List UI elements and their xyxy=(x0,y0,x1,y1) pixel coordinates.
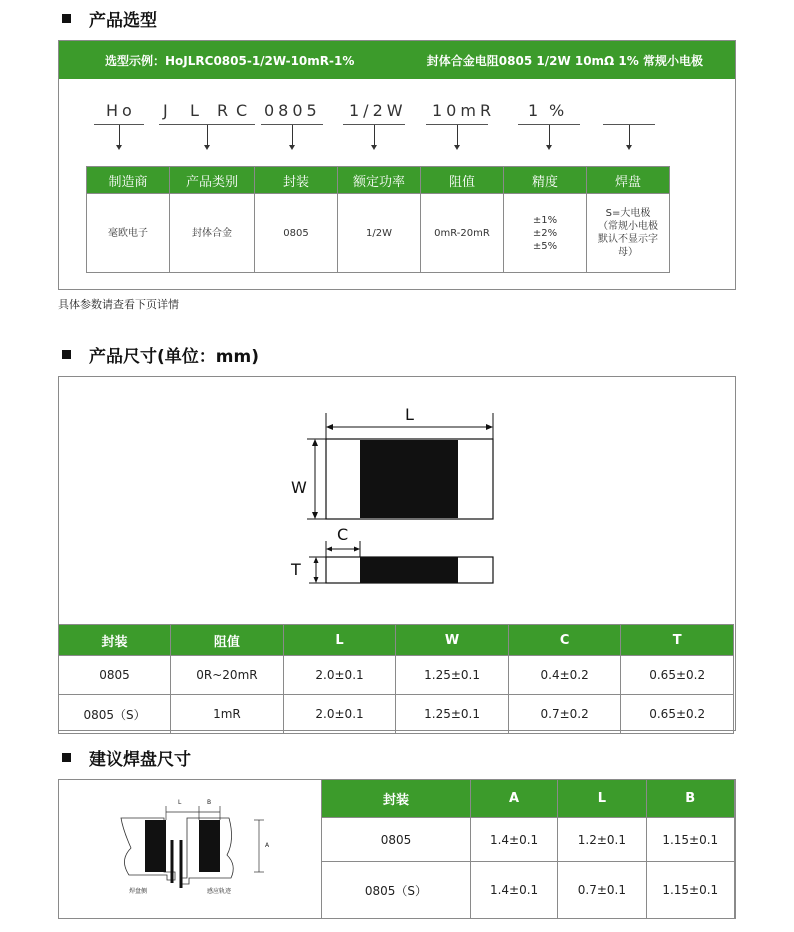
cell: 0R~20mR xyxy=(171,656,284,695)
header-package: 封装 xyxy=(322,780,471,818)
arrow-down-icon xyxy=(292,125,293,147)
pad-left xyxy=(145,820,166,872)
pad-layout-diagram xyxy=(59,780,321,918)
cell: 0805 xyxy=(322,818,471,862)
cell: 0.4±0.2 xyxy=(508,656,620,695)
example-code: 选型示例：HoJLRC0805-1/2W-10mR-1% xyxy=(105,53,355,68)
cell-category: 封体合金 xyxy=(170,194,255,273)
header-pad: 焊盘 xyxy=(587,167,670,194)
example-description: 封体合金电阻0805 1/2W 10mΩ 1% 常规小电极 xyxy=(426,53,703,68)
resistor-dimension-diagram xyxy=(59,377,735,623)
arrow-down-icon xyxy=(629,125,630,147)
section-title-selection xyxy=(62,6,157,31)
section-title-text: 建议焊盘尺寸 xyxy=(89,750,191,770)
pad-line: S=大电极 xyxy=(605,208,651,219)
arrowhead-icon xyxy=(312,512,318,519)
arrowhead-icon xyxy=(326,424,333,430)
pad-label-l: L xyxy=(178,799,182,806)
detail-note: 具体参数请查看下页详情 xyxy=(58,298,179,311)
section-title-text: 产品选型 xyxy=(89,11,157,31)
cell: 1.15±0.1 xyxy=(646,818,734,862)
cell: 0805（S） xyxy=(59,695,171,734)
bullet-square-icon xyxy=(62,350,71,359)
section-title-pad xyxy=(62,745,191,770)
header-package: 封装 xyxy=(255,167,338,194)
cell: 2.0±0.1 xyxy=(283,656,395,695)
bullet-square-icon xyxy=(62,14,71,23)
header-tolerance: 精度 xyxy=(504,167,587,194)
cell: 1.25±0.1 xyxy=(396,656,509,695)
header-a: A xyxy=(470,780,557,818)
cell: 1.4±0.1 xyxy=(470,818,557,862)
cell: 1.2±0.1 xyxy=(558,818,646,862)
cell: 0.7±0.2 xyxy=(508,695,620,734)
arrow-down-icon xyxy=(119,125,120,147)
tolerance-option: ±1% xyxy=(532,214,558,226)
cell: 0805 xyxy=(59,656,171,695)
pad-label-b: B xyxy=(207,799,212,806)
cell-resistance: 0mR-20mR xyxy=(421,194,504,273)
pad-box xyxy=(58,779,736,919)
cell-pad xyxy=(587,194,670,273)
header-category: 产品类别 xyxy=(170,167,255,194)
table-row xyxy=(59,695,734,734)
arrowhead-icon xyxy=(486,424,493,430)
pad-right xyxy=(199,820,220,872)
pad-label-a: A xyxy=(265,842,270,849)
header-b: B xyxy=(646,780,734,818)
cell: 1.25±0.1 xyxy=(396,695,509,734)
cell-maker: 毫欧电子 xyxy=(87,194,170,273)
arrowhead-icon xyxy=(312,439,318,446)
table-row xyxy=(322,818,735,862)
pad-line: 默认不显示字 xyxy=(598,234,658,245)
header-maker: 制造商 xyxy=(87,167,170,194)
label-c: C xyxy=(337,525,349,544)
tolerance-option: ±5% xyxy=(532,240,558,252)
code-part-r: R xyxy=(217,101,233,120)
code-part-c: C xyxy=(236,101,252,120)
arrow-down-icon xyxy=(207,125,208,147)
label-t: T xyxy=(291,560,301,579)
pad-label-left: 焊盘侧 xyxy=(129,888,148,895)
bullet-square-icon xyxy=(62,753,71,762)
code-row xyxy=(59,101,735,121)
header-package: 封装 xyxy=(59,625,171,656)
arrowhead-icon xyxy=(314,577,319,583)
arrowhead-icon xyxy=(326,547,332,552)
header-l: L xyxy=(283,625,395,656)
cell: 0.65±0.2 xyxy=(621,695,734,734)
dimensions-box xyxy=(58,376,736,731)
resistor-side-element xyxy=(360,557,458,583)
code-part-percent: % xyxy=(549,101,569,120)
cell: 0.7±0.1 xyxy=(558,862,646,919)
dimensions-table xyxy=(58,624,734,734)
cell: 1.15±0.1 xyxy=(646,862,734,919)
cell-package: 0805 xyxy=(255,194,338,273)
code-part-tolerance: 1 xyxy=(528,101,543,120)
cell: 0.65±0.2 xyxy=(621,656,734,695)
pad-line: （常规小电极 xyxy=(598,221,658,232)
table-row xyxy=(322,862,735,919)
code-part-j: J xyxy=(163,101,172,120)
header-resistance: 阻值 xyxy=(421,167,504,194)
code-part-resistance: 10mR xyxy=(432,101,496,120)
section-title-dimensions xyxy=(62,342,259,367)
arrow-down-icon xyxy=(549,125,550,147)
header-w: W xyxy=(396,625,509,656)
code-part-l: L xyxy=(190,101,203,120)
cell: 1mR xyxy=(171,695,284,734)
label-w: W xyxy=(291,478,307,497)
header-resistance: 阻值 xyxy=(171,625,284,656)
tolerance-option: ±2% xyxy=(532,227,558,239)
table-row xyxy=(59,656,734,695)
cell-power: 1/2W xyxy=(338,194,421,273)
arrowhead-icon xyxy=(314,557,319,563)
arrow-down-icon xyxy=(374,125,375,147)
arrow-down-icon xyxy=(457,125,458,147)
cell: 0805（S） xyxy=(322,862,471,919)
cell: 1.4±0.1 xyxy=(470,862,557,919)
arrowhead-icon xyxy=(354,547,360,552)
code-part-maker: Ho xyxy=(106,101,136,120)
pad-label-right: 感应轨迹 xyxy=(207,888,232,895)
header-t: T xyxy=(621,625,734,656)
pad-line: 母） xyxy=(618,247,638,258)
cell: 2.0±0.1 xyxy=(283,695,395,734)
cell-tolerance xyxy=(504,194,587,273)
section-title-text: 产品尺寸(单位：mm) xyxy=(89,347,259,367)
selection-table xyxy=(86,166,670,273)
code-part-power: 1/2W xyxy=(349,101,407,120)
selection-box xyxy=(58,40,736,290)
resistor-top-element xyxy=(360,440,458,518)
code-part-package: 0805 xyxy=(264,101,321,120)
header-c: C xyxy=(508,625,620,656)
header-l: L xyxy=(558,780,646,818)
pad-table xyxy=(321,779,735,919)
header-power: 额定功率 xyxy=(338,167,421,194)
label-l: L xyxy=(405,405,414,424)
example-bar xyxy=(59,41,735,79)
